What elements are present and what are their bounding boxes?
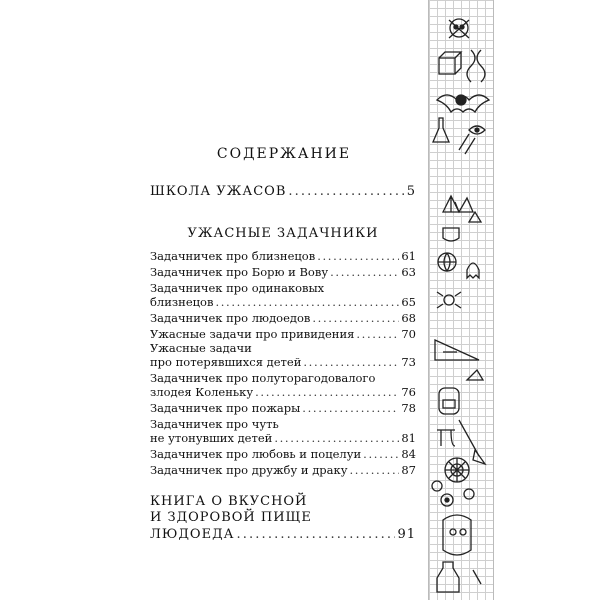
entry-label: злодея Коленьку xyxy=(150,385,254,399)
entry-label: Задачничек про близнецов xyxy=(150,249,316,263)
dot-leader xyxy=(317,250,399,263)
entry-page: 70 xyxy=(401,327,416,341)
entry-page: 91 xyxy=(397,527,416,542)
entry-label: не утонувших детей xyxy=(150,431,273,445)
dna-icon xyxy=(467,50,485,82)
backpack-icon xyxy=(439,370,483,414)
entry-page: 78 xyxy=(401,401,416,415)
bottle-icon xyxy=(437,562,481,592)
toc-entry-line: Задачничек про одинаковых xyxy=(150,281,325,295)
toc-title: СОДЕРЖАНИЕ xyxy=(216,146,352,162)
flask-icon xyxy=(433,118,475,154)
entry-page: 87 xyxy=(401,463,416,477)
toc-entry[interactable] xyxy=(150,386,416,399)
entry-page: 63 xyxy=(401,265,416,279)
entry-label: Задачничек про дружбу и драку xyxy=(150,463,348,477)
entry-label: Задачничек про Борю и Вову xyxy=(150,265,329,279)
entry-page: 61 xyxy=(401,249,416,263)
skull-icon xyxy=(449,19,469,38)
toc-entry[interactable] xyxy=(150,250,416,263)
globe-icon xyxy=(438,253,456,271)
entry-label: ЛЮДОЕДА xyxy=(150,527,235,542)
toc-entry[interactable] xyxy=(150,296,416,309)
toc-entry[interactable] xyxy=(150,448,416,461)
book-title-line-2: И ЗДОРОВОЙ ПИЩЕ xyxy=(150,510,312,525)
eye-icon xyxy=(469,126,485,134)
entry-page: 5 xyxy=(406,184,416,199)
doodle-strip xyxy=(428,0,494,600)
toc-entry[interactable] xyxy=(150,464,416,477)
entry-page: 68 xyxy=(401,311,416,325)
toc-entry[interactable] xyxy=(150,312,416,325)
toc-entry[interactable] xyxy=(150,432,416,445)
dot-leader xyxy=(215,296,399,309)
pot-icon xyxy=(443,212,481,241)
entry-label: Задачничек про пожары xyxy=(150,401,301,415)
triangle-ruler-icon xyxy=(435,340,479,360)
book-title-line-1: КНИГА О ВКУСНОЙ xyxy=(150,494,308,509)
entry-label: про потерявшихся детей xyxy=(150,355,302,369)
entry-page: 76 xyxy=(401,385,416,399)
entry-page: 84 xyxy=(401,447,416,461)
toc-entry[interactable] xyxy=(150,356,416,369)
spider-small-icon xyxy=(437,292,461,308)
entry-page: 81 xyxy=(401,431,416,445)
broom-icon xyxy=(459,420,485,464)
toc-entry-line: Задачничек про полуторагодовалого xyxy=(150,371,376,385)
ghost-icon xyxy=(467,263,479,278)
entry-label: Задачничек про людоедов xyxy=(150,311,311,325)
entry-label: Ужасные задачи про привидения xyxy=(150,327,355,341)
dot-leader xyxy=(237,528,396,541)
dot-leader xyxy=(312,312,399,325)
dot-leader xyxy=(288,185,404,198)
doodle-illustrations xyxy=(429,0,493,600)
toc-entry[interactable] xyxy=(150,266,416,279)
toc-entry-line: Задачничек про чуть xyxy=(150,417,279,431)
toc-entry-school[interactable] xyxy=(150,185,416,198)
toc-entry[interactable] xyxy=(150,402,416,415)
dot-leader xyxy=(356,328,399,341)
dot-leader xyxy=(349,464,399,477)
web-icon xyxy=(445,458,469,482)
dot-leader xyxy=(255,386,399,399)
eyeball-icon xyxy=(441,489,474,506)
entry-label: ШКОЛА УЖАСОВ xyxy=(150,184,287,199)
apple-icon xyxy=(432,481,442,491)
dot-leader xyxy=(330,266,399,279)
pi-icon xyxy=(437,430,455,446)
entry-page: 65 xyxy=(401,295,416,309)
dot-leader xyxy=(302,402,399,415)
crystal-icon xyxy=(443,196,473,212)
cube-icon xyxy=(439,52,461,74)
toc-entry-line: Ужасные задачи xyxy=(150,341,252,355)
spider-icon xyxy=(456,95,466,105)
entry-page: 73 xyxy=(401,355,416,369)
creature-icon xyxy=(443,515,471,555)
toc-entry-book[interactable] xyxy=(150,528,416,541)
entry-label: близнецов xyxy=(150,295,214,309)
dot-leader xyxy=(303,356,399,369)
dot-leader xyxy=(274,432,399,445)
entry-label: Задачничек про любовь и поцелуи xyxy=(150,447,362,461)
section-heading-tasks: УЖАСНЫЕ ЗАДАЧНИКИ xyxy=(187,226,379,241)
toc-entry[interactable] xyxy=(150,328,416,341)
dot-leader xyxy=(363,448,399,461)
